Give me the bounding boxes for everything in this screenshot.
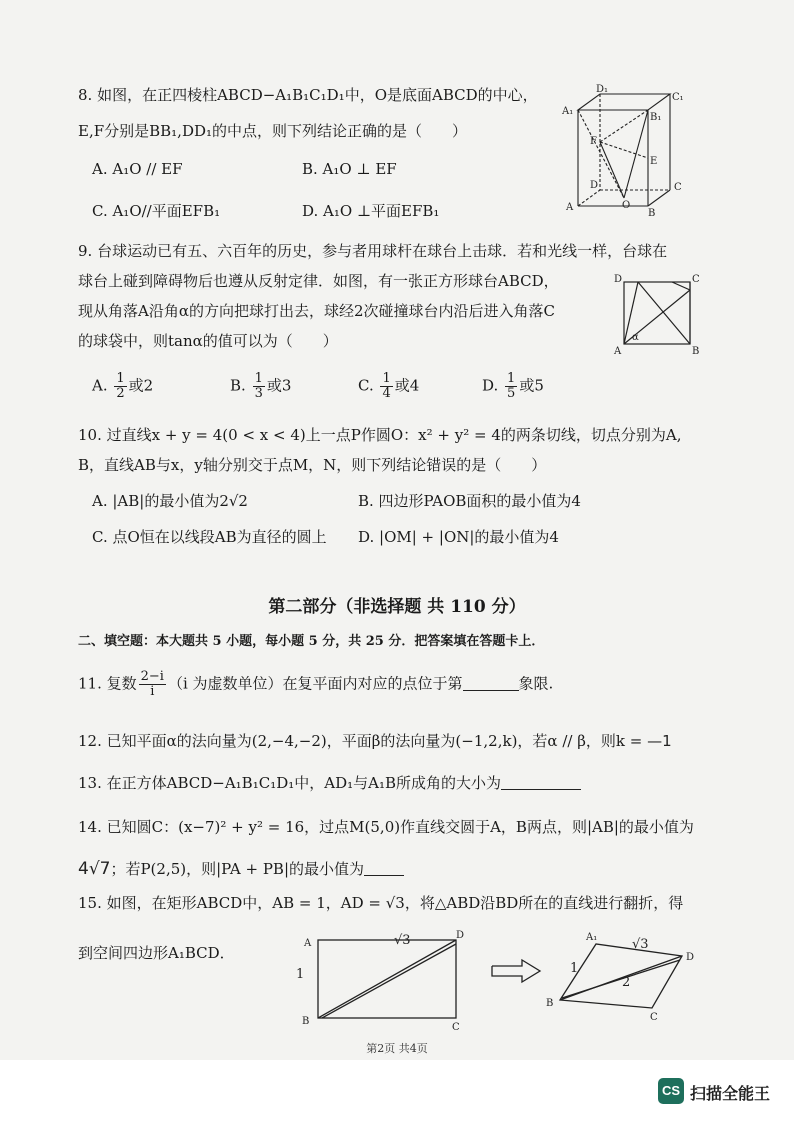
q9-option-a-fraction (114, 372, 126, 401)
q9-option-b (230, 372, 291, 401)
q9-label-d: D (614, 274, 623, 285)
q15-rect-label-d: D (456, 930, 465, 941)
q10-stem-line2: B，直线AB与x，y轴分别交于点M，N，则下列结论错误的是（ ） (78, 456, 547, 474)
q11-numerator: 2−i (140, 669, 164, 684)
q15-quad-label-a1: A₁ (586, 932, 598, 943)
q8-label-f: F (590, 136, 597, 147)
q9-option-d-denominator: 5 (507, 386, 516, 401)
q15-quad-note-a1d: √3 (632, 937, 649, 952)
q9-option-c-letter: C. (358, 376, 379, 395)
q15-folded-quadrilateral-figure (540, 926, 710, 1022)
q10-option-b: B. 四边形PAOB面积的最小值为4 (358, 492, 581, 510)
q14-line2 (78, 858, 404, 879)
q14-line1: 14. 已知圆C：(x−7)² + y² = 16，过点M(5,0)作直线交圆于A，B两点，则|AB|的最小值为 (78, 818, 694, 836)
q8-label-a: A (566, 202, 574, 213)
q9-label-c: C (692, 274, 700, 285)
q15-quad-label-d: D (686, 952, 695, 963)
q9-option-b-rest: 或3 (266, 376, 292, 395)
q9-stem-line1: 9. 台球运动已有五、六百年的历史，参与者用球杆在球台上击球．若和光线一样，台球在 (78, 242, 668, 260)
q15-rect-label-c: C (452, 1022, 460, 1030)
q13-text: 13. 在正方体ABCD−A₁B₁C₁D₁中，AD₁与A₁B所成角的大小为 (78, 774, 501, 792)
q8-option-b: B. A₁O ⊥ EF (302, 160, 397, 178)
q15-line1: 15. 如图，在矩形ABCD中，AB = 1，AD = √3，将△ABD沿BD所在的直线进行翻折，得 (78, 894, 684, 912)
q8-label-c: C (674, 182, 682, 193)
q12-handwritten-answer: —1 (647, 732, 672, 750)
q15-rect-note-ab: 1 (296, 967, 305, 982)
q9-option-d-fraction (505, 372, 517, 401)
q9-option-a-letter: A. (92, 376, 113, 395)
q14-handwritten-answer: 4√7 (78, 859, 111, 879)
q10-option-c: C. 点O恒在以线段AB为直径的圆上 (92, 528, 327, 546)
q9-option-c-rest: 或4 (394, 376, 420, 395)
q8-label-d1: D₁ (596, 84, 609, 95)
q13-line (78, 772, 581, 793)
q8-prism-figure (560, 82, 690, 218)
page-footer: 第2页 共4页 (366, 1042, 428, 1055)
q9-billiard-figure (608, 270, 708, 358)
q10-option-d: D. |OM| + |ON|的最小值为4 (358, 528, 559, 546)
q8-label-d: D (590, 180, 599, 191)
q14-answer-blank (364, 861, 404, 876)
q13-answer-blank (501, 775, 581, 790)
q15-line2: 到空间四边形A₁BCD． (78, 944, 235, 962)
q11-denominator: i (150, 684, 155, 699)
q9-option-a-rest: 或2 (128, 376, 154, 395)
q9-option-c (358, 372, 419, 401)
q15-quad-label-c: C (650, 1012, 658, 1022)
q9-stem-line4: 的球袋中，则tanα的值可以为（ ） (78, 332, 338, 350)
q14-line2-text: ；若P(2,5)，则|PA + PB|的最小值为 (110, 860, 364, 878)
q9-option-d-letter: D. (482, 376, 504, 395)
q9-option-c-fraction (380, 372, 392, 401)
q8-label-c1: C₁ (672, 92, 684, 103)
q8-label-o: O (622, 200, 631, 211)
q9-option-d (482, 372, 544, 401)
q15-rectangle-figure (290, 926, 470, 1030)
q15-rect-label-b: B (302, 1016, 310, 1027)
q9-option-b-denominator: 3 (254, 386, 263, 401)
q8-stem-line1: 8. 如图，在正四棱柱ABCD−A₁B₁C₁D₁中，O是底面ABCD的中心， (78, 86, 538, 104)
q8-option-a: A. A₁O // EF (92, 160, 183, 178)
q11-fraction (139, 670, 166, 699)
q12-line (78, 730, 672, 751)
q8-label-b: B (648, 208, 656, 218)
q15-rect-label-a: A (304, 938, 312, 949)
q9-label-b: B (692, 346, 700, 357)
q9-option-b-letter: B. (230, 376, 251, 395)
q9-label-a: A (614, 346, 622, 357)
q9-stem-line3: 现从角落A沿角α的方向把球打出去，球经2次碰撞球台内沿后进入角落C (78, 302, 555, 320)
q11-line (78, 670, 553, 699)
q11-answer-blank (463, 676, 519, 691)
q11-middle: （i 为虚数单位）在复平面内对应的点位于第 (167, 674, 463, 693)
q8-label-e: E (650, 156, 658, 167)
q12-text: 12. 已知平面α的法向量为(2,−4,−2)，平面β的法向量为(−1,2,k)，若α // β，则k = (78, 732, 643, 750)
q10-option-a: A. |AB|的最小值为2√2 (92, 492, 248, 510)
q9-option-b-numerator: 1 (254, 371, 263, 386)
q9-option-b-fraction (253, 372, 265, 401)
q9-option-c-denominator: 4 (382, 386, 391, 401)
q15-quad-label-b: B (546, 998, 554, 1009)
q11-suffix: 象限. (518, 674, 554, 693)
q9-option-a-denominator: 2 (116, 386, 125, 401)
q8-stem-line2: E,F分别是BB₁,DD₁的中点，则下列结论正确的是（ ） (78, 122, 468, 140)
q11-prefix: 11. 复数 (78, 674, 137, 693)
part2-title: 第二部分（非选择题 共 110 分） (268, 597, 526, 617)
q15-quad-note-bd: 2 (622, 975, 631, 990)
q8-option-d: D. A₁O ⊥平面EFB₁ (302, 202, 440, 220)
q8-label-b1: B₁ (650, 112, 662, 123)
q15-rect-note-ad: √3 (394, 933, 411, 948)
q15-quad-note-a1b: 1 (570, 961, 579, 976)
camscanner-logo-icon: CS (658, 1078, 684, 1104)
q9-option-a (92, 372, 153, 401)
q9-option-a-numerator: 1 (116, 371, 125, 386)
q8-label-a1: A₁ (562, 106, 574, 117)
camscanner-watermark-text: 扫描全能王 (690, 1084, 771, 1103)
q9-option-c-numerator: 1 (382, 371, 391, 386)
part2-intro: 二、填空题：本大题共 5 小题，每小题 5 分，共 25 分．把答案填在答题卡上． (78, 634, 545, 649)
q8-option-c: C. A₁O//平面EFB₁ (92, 202, 221, 220)
q9-option-d-numerator: 1 (507, 371, 516, 386)
q9-option-d-rest: 或5 (519, 376, 544, 395)
q9-label-alpha: α (632, 332, 639, 343)
q9-stem-line2: 球台上碰到障碍物后也遵从反射定律．如图，有一张正方形球台ABCD， (78, 272, 559, 290)
q10-stem-line1: 10. 过直线x + y = 4(0 < x < 4)上一点P作圆O：x² + y² = 4的两条切线，切点分别为A, (78, 426, 682, 444)
q15-arrow-icon (488, 956, 544, 986)
